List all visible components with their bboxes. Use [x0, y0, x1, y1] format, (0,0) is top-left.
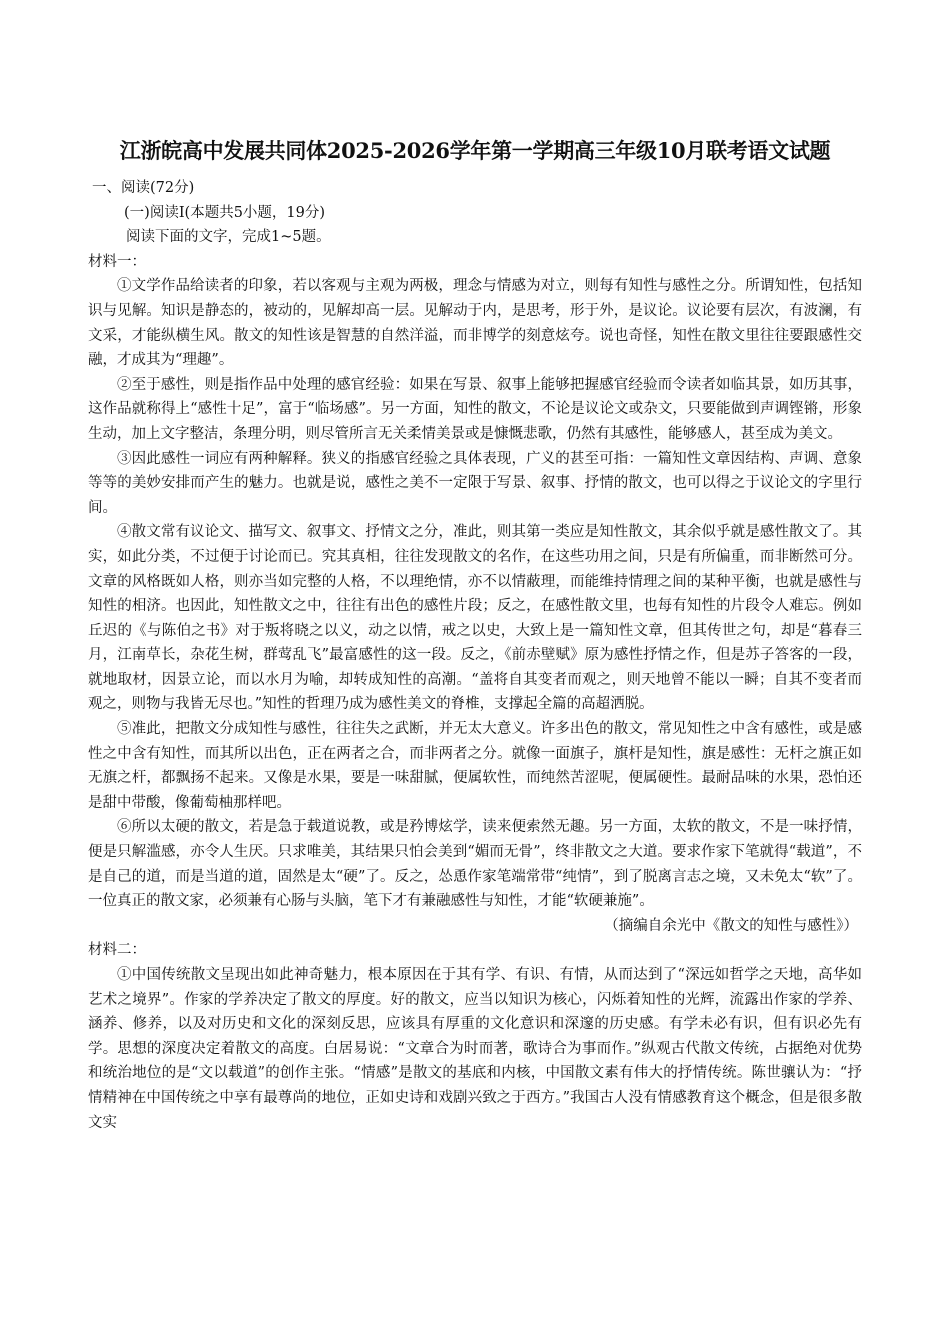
material1-paragraph-1: ①文学作品给读者的印象，若以客观与主观为两极，理念与情感为对立，则每有知性与感性之分。所谓知性，包括知识与见解。知识是静态的，被动的，见解却高一层。见解动于内，是思考，形于外，是议论。议论要有层次，有波澜，有文采，才能纵横生风。散文的知性该是智慧的自然洋溢，而非博学的刻意炫夸。说也奇怪，知性在散文里往往要跟感性交融，才成其为“理趣”。	[88, 278, 862, 369]
material1-paragraph-4: ④散文常有议论文、描写文、叙事文、抒情文之分，准此，则其第一类应是知性散文，其余似乎就是感性散文了。其实，如此分类，不过便于讨论而已。究其真相，往往发现散文的名作，在这些功用之间，只是有所偏重，而非断然可分。文章的风格既如人格，则亦当如完整的人格，不以理绝情，亦不以情蔽理，而能维持情理之间的某种平衡，也就是感性与知性的相济。也因此，知性散文之中，往往有出色的感性片段；反之，在感性散文里，也每有知性的片段令人难忘。例如丘迟的《与陈伯之书》对于叛将晓之以义，动之以情，戒之以史，大致上是一篇知性文章，但其传世之句，却是“暮春三月，江南草长，杂花生树，群莺乱飞”最富感性的这一段。反之，《前赤壁赋》原为感性抒情之作，但是苏子答客的一段，就地取材，因景立论，而以水月为喻，却转成知性的高潮。“盖将自其变者而观之，则天地曾不能以一瞬；自其不变者而观之，则物与我皆无尽也。”知性的哲理乃成为感性美文的脊椎，支撑起全篇的高超洒脱。	[88, 524, 862, 713]
material1-paragraph-2: ②至于感性，则是指作品中处理的感官经验：如果在写景、叙事上能够把握感官经验而令读者如临其景，如历其事，这作品就称得上“感性十足”，富于“临场感”。另一方面，知性的散文，不论是议论文或杂文，只要能做到声调铿锵，形象生动，加上文字整洁，条理分明，则尽管所言无关柔情美景或是慷慨悲歌，仍然有其感性，能够感人，甚至成为美文。	[88, 376, 862, 442]
material1-paragraph-3: ③因此感性一词应有两种解释。狭义的指感官经验之具体表现，广义的甚至可指：一篇知性文章因结构、声调、意象等等的美妙安排而产生的魅力。也就是说，感性之美不一定限于写景、叙事、抒情的散文，也可以得之于议论文的字里行间。	[88, 450, 862, 516]
material2-paragraph-1: ①中国传统散文呈现出如此神奇魅力，根本原因在于其有学、有识、有情，从而达到了“深远如哲学之天地，高华如艺术之境界”。作家的学养决定了散文的厚度。好的散文，应当以知识为核心，闪烁着知性的光辉，流露出作家的学养、涵养、修养，以及对历史和文化的深刻反思，应该具有厚重的文化意识和深邃的历史感。有学未必有识，但有识必先有学。思想的深度决定着散文的高度。白居易说：“文章合为时而著，歌诗合为事而作。”纵观古代散文传统，占据绝对优势和统治地位的是“文以载道”的创作主张。“情感”是散文的基底和内核，中国散文素有伟大的抒情传统。陈世骧认为：“抒情精神在中国传统之中享有最尊尚的地位，正如史诗和戏剧兴致之于西方。”我国古人没有情感教育这个概念，但是很多散文实	[88, 967, 862, 1131]
material1-paragraph-5: ⑤准此，把散文分成知性与感性，往往失之武断，并无太大意义。许多出色的散文，常见知性之中含有感性，或是感性之中含有知性，而其所以出色，正在两者之合，而非两者之分。就像一面旗子，旗杆是知性，旗是感性：无杆之旗正如无旗之杆，都飘扬不起来。又像是水果，要是一味甜腻，便属软性，而纯然苦涩呢，便属硬性。最耐品味的水果，恐怕还是甜中带酸，像葡萄柚那样吧。	[88, 721, 862, 811]
reading-instruction: 阅读下面的文字，完成1~5题。	[126, 229, 331, 246]
section-heading: 一、阅读(72分)	[92, 180, 195, 196]
exam-title: 江浙皖高中发展共同体2025-2026学年第一学期高三年级10月联考语文试题	[119, 138, 831, 163]
subsection-heading: (一)阅读Ⅰ(本题共5小题，19分)	[124, 204, 326, 221]
material1-source: （摘编自余光中《散文的知性与感性》）	[604, 917, 858, 934]
material1-label: 材料一：	[88, 253, 146, 270]
exam-page	[88, 136, 862, 1135]
material2-label: 材料二：	[88, 942, 146, 959]
material1-paragraph-6: ⑥所以太硬的散文，若是急于载道说教，或是矜博炫学，读来便索然无趣。另一方面，太软的散文，不是一味抒情，便是只解滥感，亦令人生厌。只求唯美，其结果只怕会美到“媚而无骨”，终非散文之大道。要求作家下笔就得“载道”，不是自己的道，而是当道的道，固然是太“硬”了。反之，怂恿作家笔端常带“纯情”，到了脱离言志之境，又未免太“软”了。一位真正的散文家，必须兼有心肠与头脑，笔下才有兼融感性与知性，才能“软硬兼施”。	[88, 819, 862, 910]
